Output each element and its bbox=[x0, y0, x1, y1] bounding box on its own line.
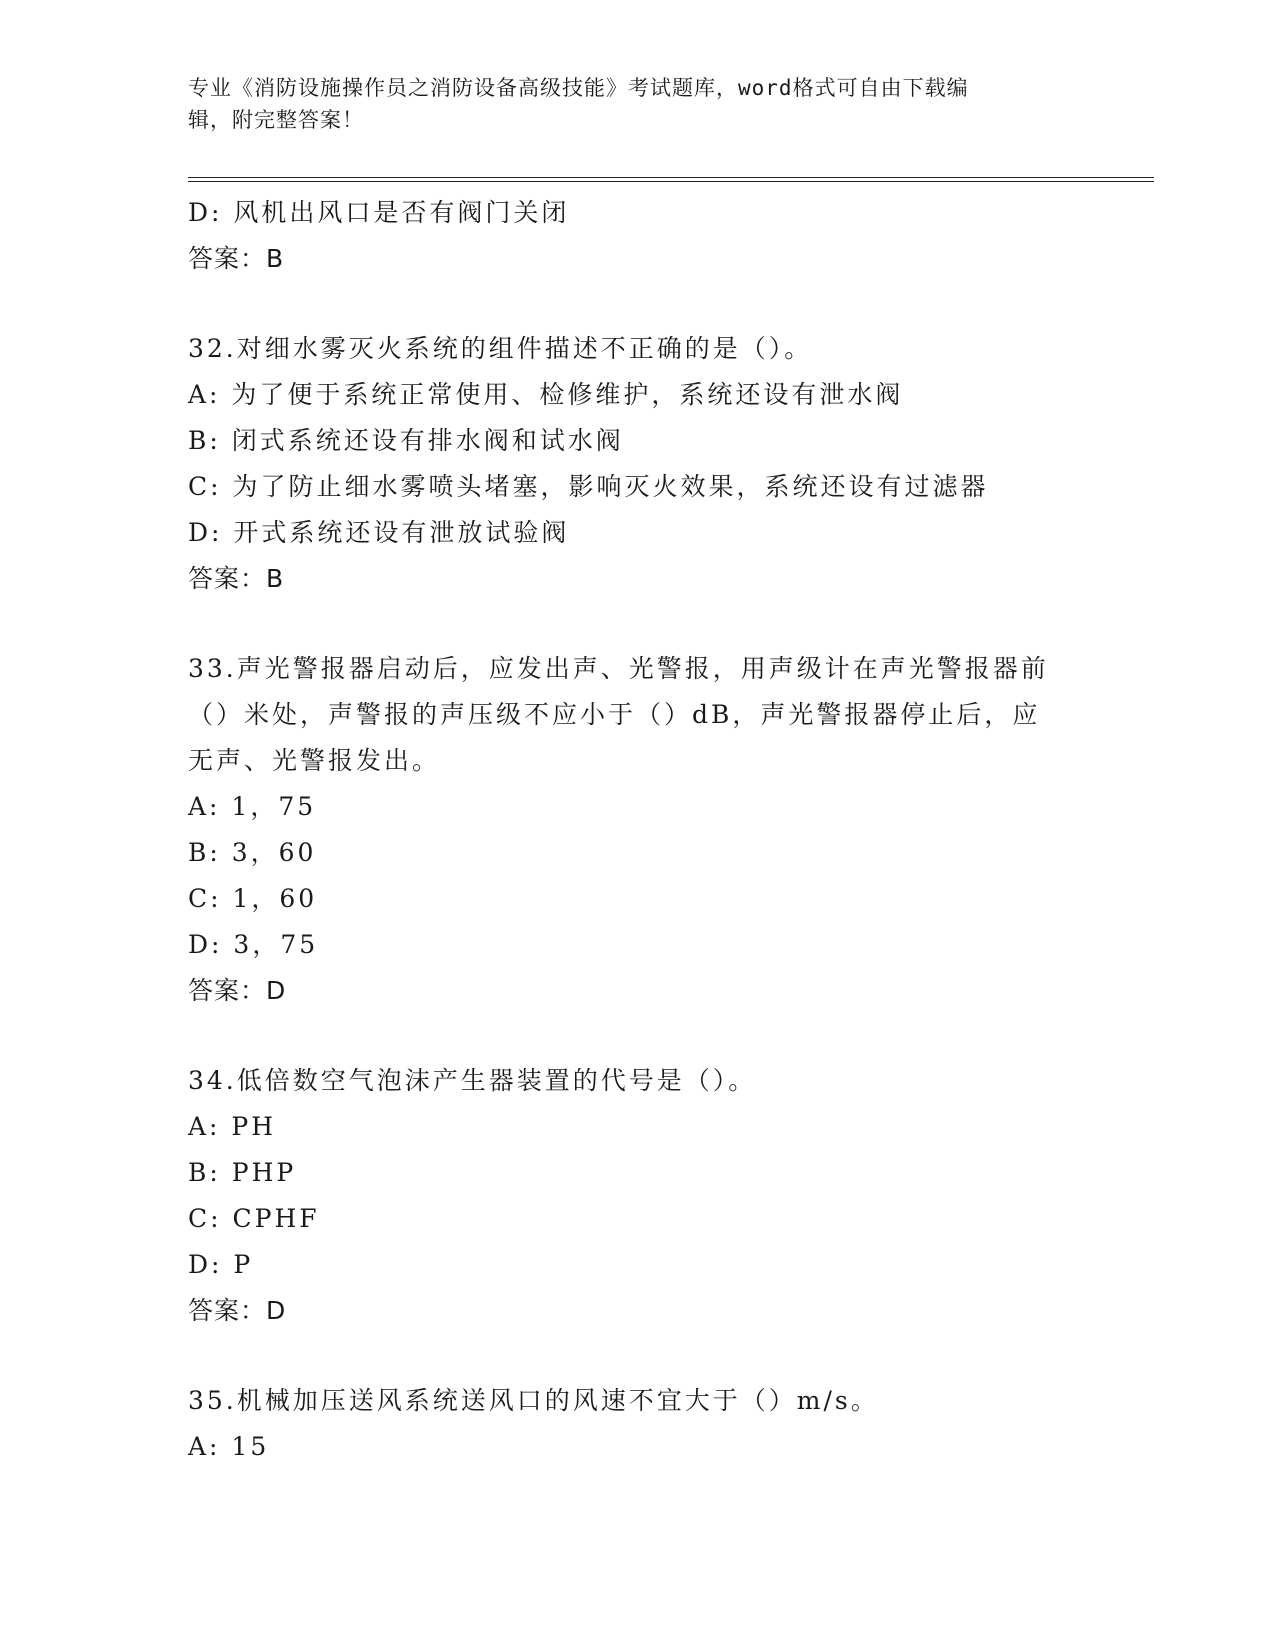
question-stem-line: 无声、光警报发出。 bbox=[188, 746, 441, 775]
answer-label: 答案：D bbox=[188, 1296, 287, 1325]
question-35 bbox=[188, 1378, 1088, 1470]
option-d: D: 开式系统还设有泄放试验阀 bbox=[188, 518, 570, 547]
question-31-tail bbox=[188, 190, 1088, 282]
header-line: 专业《消防设施操作员之消防设备高级技能》考试题库，word格式可自由下载编 bbox=[188, 76, 969, 100]
option-b: B: PHP bbox=[188, 1158, 297, 1187]
option-b: B: 闭式系统还设有排水阀和试水阀 bbox=[188, 426, 624, 455]
header-line: 辑，附完整答案！ bbox=[188, 108, 364, 132]
option-d: D: P bbox=[188, 1250, 254, 1279]
option-c: C: 1，60 bbox=[188, 884, 318, 913]
option-c: C: 为了防止细水雾喷头堵塞，影响灭火效果，系统还设有过滤器 bbox=[188, 472, 989, 501]
question-list bbox=[188, 190, 1088, 1470]
answer-label: 答案：D bbox=[188, 976, 287, 1005]
question-stem: 35.机械加压送风系统送风口的风速不宜大于（）m/s。 bbox=[188, 1386, 879, 1415]
option-d: D: 3，75 bbox=[188, 930, 319, 959]
option-c: C: CPHF bbox=[188, 1204, 320, 1233]
question-33 bbox=[188, 646, 1088, 1014]
header-divider bbox=[188, 181, 1154, 182]
answer-label: 答案：B bbox=[188, 244, 285, 273]
header-divider bbox=[188, 177, 1154, 178]
question-stem-line: 33.声光警报器启动后，应发出声、光警报，用声级计在声光警报器前 bbox=[188, 654, 1049, 683]
question-stem: 32.对细水雾灭火系统的组件描述不正确的是（）。 bbox=[188, 334, 813, 363]
option-b: B: 3，60 bbox=[188, 838, 317, 867]
question-34 bbox=[188, 1058, 1088, 1334]
question-stem: 34.低倍数空气泡沫产生器装置的代号是（）。 bbox=[188, 1066, 757, 1095]
question-32 bbox=[188, 326, 1088, 602]
document-header bbox=[188, 72, 1068, 136]
option-a: A: PH bbox=[188, 1112, 277, 1141]
question-stem-line: （）米处，声警报的声压级不应小于（）dB，声光警报器停止后，应 bbox=[188, 700, 1041, 729]
question-stem bbox=[188, 646, 1088, 784]
answer-label: 答案：B bbox=[188, 564, 285, 593]
option-a: A: 为了便于系统正常使用、检修维护，系统还设有泄水阀 bbox=[188, 380, 904, 409]
option-a: A: 15 bbox=[188, 1432, 270, 1461]
option-d: D: 风机出风口是否有阀门关闭 bbox=[188, 198, 570, 227]
option-a: A: 1，75 bbox=[188, 792, 317, 821]
